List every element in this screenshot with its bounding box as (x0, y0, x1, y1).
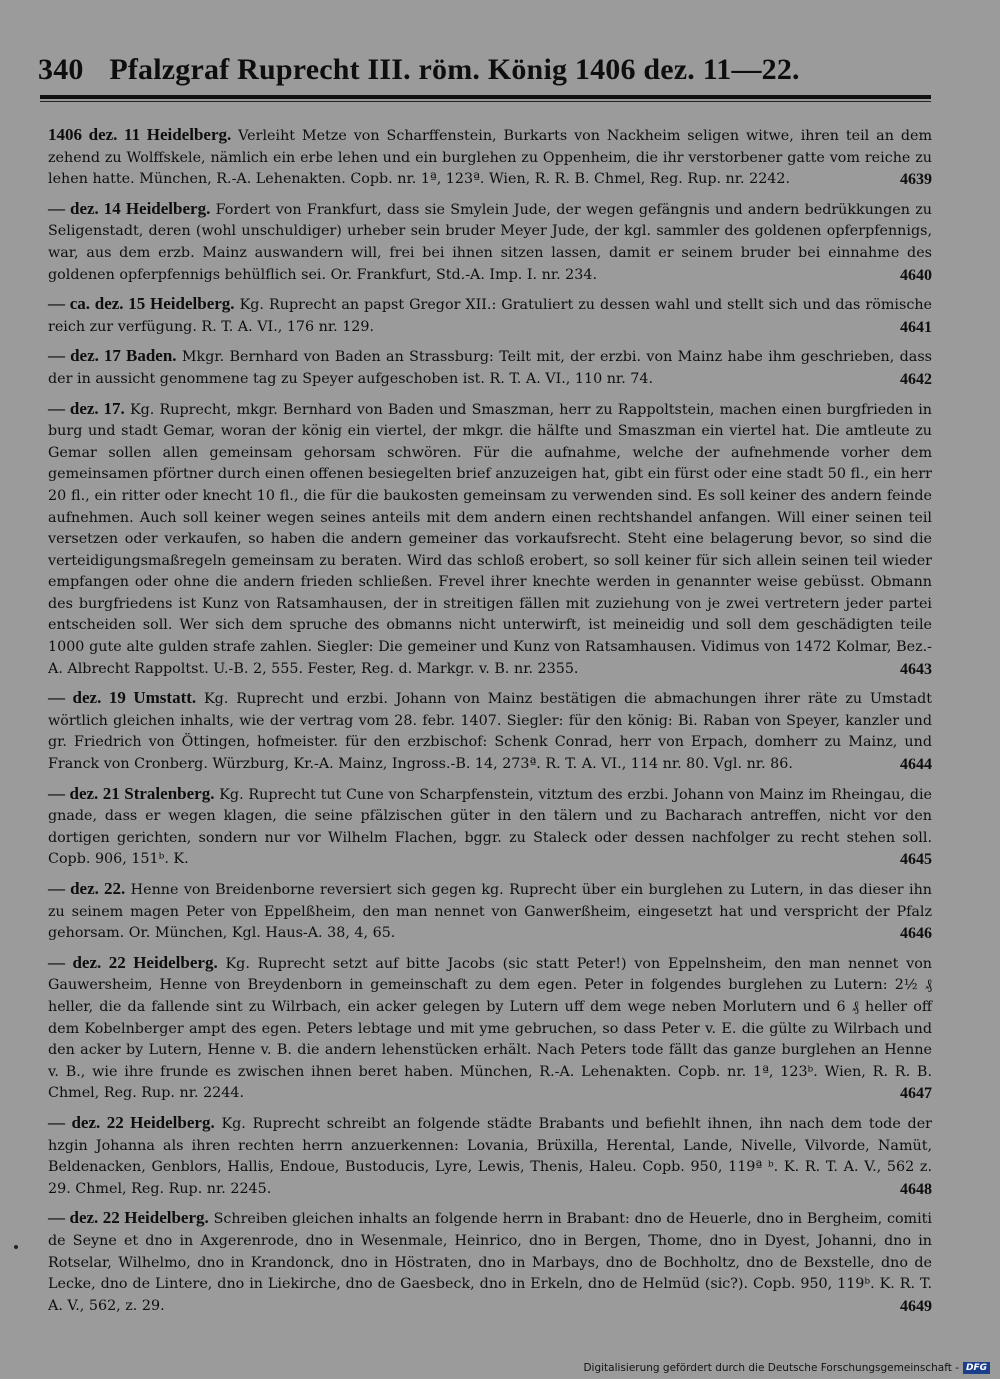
entry-number: 4641 (900, 318, 932, 336)
page-header (38, 50, 938, 90)
entry-date: — dez. 14 Heidelberg. (48, 198, 211, 218)
entry-date: — dez. 22. (48, 879, 126, 898)
entry-number: 4648 (900, 1180, 932, 1198)
entry-text: Verleiht Metze von Scharffenstein, Burkarts von Nackheim seligen witwe, ihren teil an dem zehend zu Wolffskele, nämlich ein erbe lehen und ein burglehen zu Oppenheim, die ihr verstorbener gatte vom reiche zu lehen hatte. München, R.-A. Lehenakten. Copb. nr. 1ª, 123ª. Wien, R. R. B. Chmel, Reg. Rup. nr. 2242. (48, 128, 932, 188)
entry-number: 4649 (900, 1297, 932, 1315)
entry-date: — ca. dez. 15 Heidelberg. (48, 294, 235, 314)
entry-number: 4644 (900, 756, 932, 774)
footer-text: Digitalisierung gefördert durch die Deutsche Forschungsgemeinschaft - (583, 1362, 959, 1374)
header-rule-thin (40, 101, 931, 102)
entry-number: 4643 (900, 660, 932, 678)
entry-text: Henne von Breidenborne reversiert sich gegen kg. Ruprecht über ein burglehen zu Lutern, in das dieser ihn zu seinem magen Peter von Eppelßheim, den man nennet von Ganwerßheim, eingesetzt hat und verspricht der Pfalz gehorsam. Or. München, Kgl. Haus-A. 38, 4, 65. (48, 882, 933, 942)
entry-number: 4639 (900, 171, 932, 189)
scan-speck (14, 1245, 18, 1249)
entry-text: Kg. Ruprecht und erzbi. Johann von Mainz bestätigen die abmachungen ihrer räte zu Umstadt wörtlich gleichen inhalts, wie der vertrag vom 28. febr. 1407. Siegler: für den könig: Bi. Raban von Speyer, kanzler und gr. Friedrich von Öttingen, hofmeister. für den erzbischof: Schenk Conrad, herr von Erpach, domherr zu Mainz, und Franck von Cronberg. Würzburg, Kr.-A. Mainz, Ingross.-B. 14, 273ª. R. T. A. VI., 114 nr. 80. Vgl. nr. 86. (48, 691, 932, 773)
regest-entry-4644 (48, 687, 932, 775)
digitization-footer (583, 1362, 990, 1374)
entry-date: — dez. 21 Stralenberg. (48, 783, 215, 803)
entry-number: 4645 (900, 851, 932, 869)
entry-list (48, 124, 932, 1324)
entry-text: Kg. Ruprecht schreibt an folgende städte Brabants und befiehlt ihnen, ihn nach dem tode der hzgin Johanna als ihren rechten herrn anzuerkennen: Lovania, Brüxilla, Herental, Lande, Nivelle, Vilvorde, Namüt, Beldenacken, Genblors, Hallis, Endoue, Bustoducis, Lyre, Lewis, Thenis, Haleu. Copb. 950, 119ª ᵇ. K. R. T. A. V., 562 z. 29. Chmel, Reg. Rup. nr. 2245. (48, 1115, 932, 1197)
entry-date: — dez. 17. (48, 398, 125, 418)
regest-entry-4640 (48, 198, 932, 286)
dfg-logo-icon: DFG (963, 1362, 990, 1374)
entry-date: — dez. 19 Umstatt. (48, 688, 197, 708)
entry-number: 4642 (900, 370, 932, 388)
entry-text: Kg. Ruprecht tut Cune von Scharpfenstein, vitztum des erzbi. Johann von Mainz im Rheingau, die gnade, dass er wegen klagen, die seine pfälzischen güter in den tälern und zu Bacharach antreffen, nicht vor den dortigen gerichten, sondern nur vor Wilhelm Flachen, bggr. zu Staleck oder dessen nachfolger zu recht stehen soll. Copb. 906, 151ᵇ. K. (48, 786, 933, 868)
regest-entry-4639 (48, 124, 932, 191)
entry-date: — dez. 22 Heidelberg. (48, 952, 218, 972)
entry-date: — dez. 22 Heidelberg. (48, 1208, 209, 1228)
entry-text: Kg. Ruprecht, mkgr. Bernhard von Baden und Smaszman, herr zu Rappoltstein, machen einen burgfrieden in burg und stadt Gemar, woran der könig ein viertel, der mkgr. die hälfte und Smaszman ein viertel hat. Die amtleute zu Gemar sollen allen gemeinsam gehorsam schwören. Für die aufnahme, welche der aufnehmende vorher dem gemeinsamen pförtner durch einen offenen besiegelten brief anzuzeigen hat, gibt ein fürst oder eine stadt 50 fl., ein herr 20 fl., ein ritter oder knecht 10 fl., die für die baukosten gemeinsam zu verwenden sind. Es soll keiner des andern feinde aufnehmen. Auch soll keiner wegen seines anteils mit dem andern einen rechtshandel anfangen. Will einer seinen teil versetzen oder verkaufen, so haben die andern gemeiner das vorkaufsrecht. Steht eine belagerung bevor, so sind die verteidigungsmaßregeln gemeinsam zu beraten. Wird das schloß erobert, so soll keiner für sich allein seinen teil wieder empfangen oder ohne die andern frieden schließen. Frevel ihrer knechte werden in genannter weise gebüsst. Obmann des burgfriedens ist Kunz von Ratsamhausen, der in streitigen fällen mit zuziehung von je zwei vertretern jeder partei entscheiden soll. Wer sich dem spruche des obmanns nicht unterwirft, ist meineidig und soll dem geschädigten teile 1000 gute alte gulden strafe zahlen. Siegler: Die gemeiner und Kunz von Ratsamhausen. Vidimus von 1472 Kolmar, Bez.-A. Albrecht Rappoltst. U.-B. 2, 555. Fester, Reg. d. Markgr. v. B. nr. 2355. (48, 401, 933, 677)
entry-number: 4640 (900, 266, 932, 284)
entry-date: — dez. 17 Baden. (48, 346, 177, 366)
regest-entry-4648 (48, 1112, 932, 1200)
entry-date: 1406 dez. 11 Heidelberg. (48, 125, 232, 144)
entry-text: Kg. Ruprecht setzt auf bitte Jacobs (sic statt Peter!) von Eppelnsheim, den man nennet von Gauwersheim, Henne von Breydenborn in gemeinschaft zu dem egen. Peter in folgendes burglehen zu Lutern: 2½ ₰ heller, die da fallende sint zu Wilrbach, ein acker gelegen by Lutern uff dem wege neben Morlutern und 6 ₰ heller off dem Kobelnberger ampt des egen. Peters lebtage und mit yme gebruchen, so dass Peter v. E. die gülte zu Wilrbach und den acker by Lutern, Henne v. B. die andern lehenstücken erhält. Nach Peters tode fällt das ganze burglehen an Henne v. B., wie ihre frunde es zwischen ihnen beret haben. München, R.-A. Lehenakten. Copb. nr. 1ª, 123ᵇ. Wien, R. R. B. Chmel, Reg. Rup. nr. 2244. (48, 955, 933, 1102)
regest-entry-4641 (48, 293, 932, 338)
regest-entry-4647 (48, 952, 932, 1105)
regest-entry-4645 (48, 783, 932, 871)
header-rule-thick (40, 95, 931, 99)
entry-number: 4647 (900, 1085, 932, 1103)
entry-text: Schreiben gleichen inhalts an folgende herrn in Brabant: dno de Heuerle, dno in Bergheim, comiti de Seyne et dno in Axgerenrode, dno in Wesenmale, Heinrico, dno in Bergen, Thome, dno in Dyest, Johanni, dno in Rotselar, Wilhelmo, dno in Krandonck, dno in Höstraten, dno in Marbays, dno de Bochholtz, dno de Bexstelle, dno de Lecke, dno de Lintere, dno in Liekirche, dno de Gaesbeck, dno in Erkeln, dno de Helmüd (sic?). Copb. 950, 119ᵇ. K. R. T. A. V., 562, z. 29. (48, 1211, 933, 1314)
regest-entry-4649 (48, 1207, 932, 1317)
entry-text: Mkgr. Bernhard von Baden an Strassburg: Teilt mit, der erzbi. von Mainz habe ihm geschrieben, dass der in aussicht genommene tag zu Speyer aufgeschoben ist. R. T. A. VI., 110 nr. 74. (48, 349, 932, 387)
regest-entry-4642 (48, 345, 932, 390)
regest-entry-4646 (48, 878, 932, 945)
page-number: 340 (38, 53, 84, 86)
entry-text: Kg. Ruprecht an papst Gregor XII.: Gratuliert zu dessen wahl und stellt sich und das römische reich zur verfügung. R. T. A. VI., 176 nr. 129. (48, 297, 932, 335)
regest-entry-4643 (48, 398, 932, 681)
entry-date: — dez. 22 Heidelberg. (48, 1112, 215, 1132)
page-title: Pfalzgraf Ruprecht III. röm. König 1406 dez. 11—22. (109, 53, 800, 86)
entry-text: Fordert von Frankfurt, dass sie Smylein Jude, der wegen gefängnis und andern bedrükkungen zu Seligenstadt, deren (wohl unschuldiger) urheber sein bruder Meyer Jude, der kgl. sammler des goldenen opferpfennigs, war, aus dem erzb. Mainz auswandern will, frei bei ihnen sitzen lassen, damit er seinem bruder bei einnahme des goldenen opferpfennigs behülflich sei. Or. Frankfurt, Std.-A. Imp. I. nr. 234. (48, 201, 932, 283)
entry-number: 4646 (900, 925, 932, 943)
